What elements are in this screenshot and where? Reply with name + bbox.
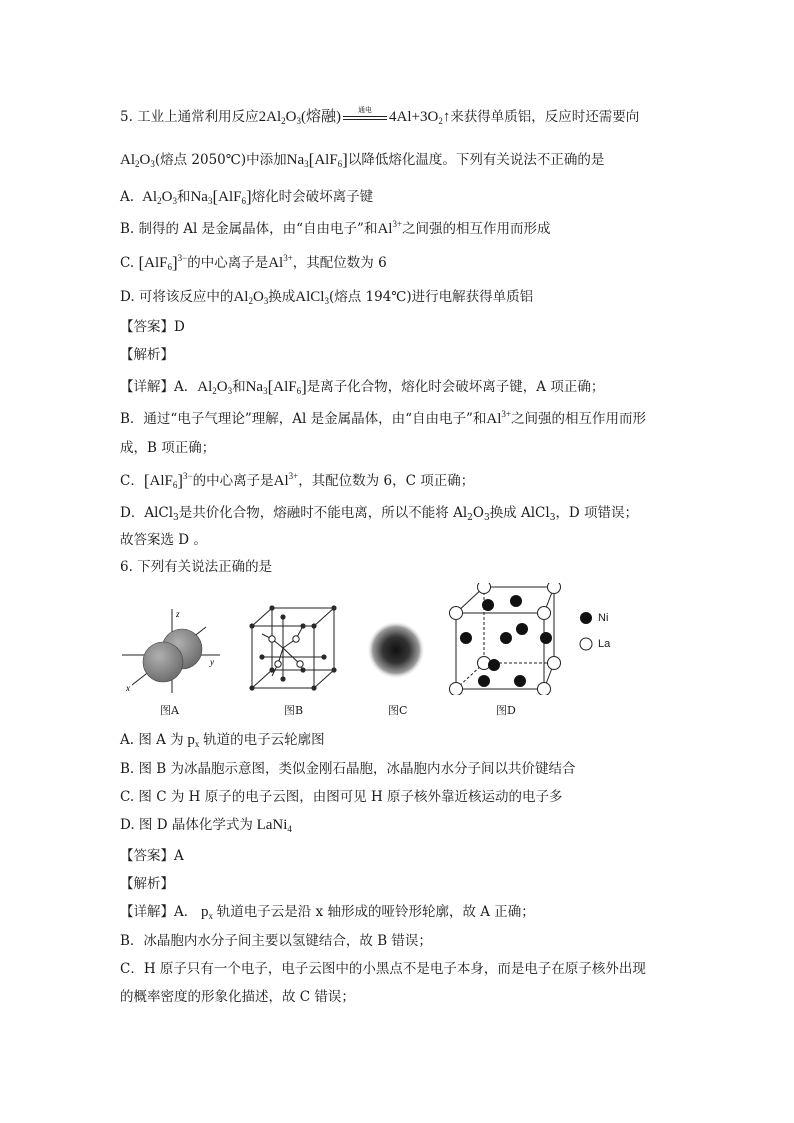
- q5-explain-c: C．$[AlF_6]^{3-}$的中心离子是$Al^{3+}$，其配位数为 6，C 项正确；: [120, 471, 475, 490]
- q5-analysis-heading: 【解析】: [120, 347, 174, 363]
- q5-explain-b-cont: 成，B 项正确；: [120, 440, 216, 456]
- q6-option-d: D. 图 D 晶体化学式为 LaNi$_4$: [120, 817, 292, 834]
- axis-label-x: x: [126, 683, 130, 693]
- legend-ni-dot-icon: [579, 611, 593, 625]
- q5-explain-d: D．AlCl$_3$是共价化合物，熔融时不能电离，所以不能将 $Al_2O_3$换成 AlCl$_3$，D 项错误；: [120, 505, 639, 523]
- figure-a-p-orbital: [120, 605, 225, 697]
- caption-figure-d: 图D: [496, 704, 516, 717]
- q5-option-c: C. $[AlF_6]^{3-}$的中心离子是$Al^{3+}$，其配位数为 6: [120, 253, 387, 272]
- q6-option-b: B. 图 B 为冰晶胞示意图，类似金刚石晶胞，冰晶胞内水分子间以共价键结合: [120, 761, 576, 777]
- figure-d-lani-cell: [446, 583, 562, 695]
- q5-conclusion: 故答案选 D 。: [120, 532, 207, 548]
- q6-explain-b: B．冰晶胞内水分子间主要以氢键结合，故 B 错误；: [120, 933, 432, 949]
- axis-label-z: z: [176, 609, 180, 619]
- caption-figure-c: 图C: [388, 704, 408, 717]
- legend-la-circle-icon: [579, 637, 593, 651]
- q5-answer: 【答案】D: [120, 319, 185, 335]
- q6-option-a: A. 图 A 为 $p_x$ 轨道的电子云轮廓图: [120, 732, 325, 749]
- q5-option-b: B. 制得的 Al 是金属晶体，由“自由电子”和$Al^{3+}$之间强的相互作用而形成: [120, 219, 551, 237]
- q5-reaction: $2Al_2O_3$(熔融) 通电 $4Al+3O_2↑$: [258, 105, 451, 126]
- legend-ni-label: Ni: [598, 612, 609, 624]
- q5-explain-a: 【详解】A．$Al_2O_3$和$Na_3[AlF_6]$是离子化合物，熔化时会破坏离子键，A 项正确；: [120, 377, 605, 396]
- q5-explain-b: B．通过“电子气理论”理解，Al 是金属晶体，由“自由电子”和$Al^{3+}$之间强的相互作用而形: [120, 409, 646, 427]
- cloud-dots: [367, 621, 425, 679]
- caption-figure-a: 图A: [160, 704, 179, 717]
- q6-option-c: C. 图 C 为 H 原子的电子云图，由图可见 H 原子核外靠近核运动的电子多: [120, 789, 563, 805]
- q6-analysis-heading: 【解析】: [120, 876, 174, 892]
- q5-option-a: A. $Al_2O_3$和$Na_3[AlF_6]$熔化时会破坏离子键: [120, 187, 374, 206]
- q6-stem: 6. 下列有关说法正确的是: [120, 559, 273, 575]
- q5-stem-line2: $Al_2O_3$(熔点 2050℃)中添加$Na_3[AlF_6]$以降低熔化温度。下列有关说法不正确的是: [120, 150, 605, 169]
- reaction-arrow-icon: 通电: [341, 109, 389, 127]
- figure-c-electron-cloud: [366, 620, 426, 680]
- q6-answer: 【答案】A: [120, 848, 184, 864]
- q6-explain-a: 【详解】A． $p_x$ 轨道电子云是沿 x 轴形成的哑铃形轮廓，故 A 正确；: [120, 904, 535, 921]
- orbital-lobe-front: [143, 642, 183, 682]
- caption-figure-b: 图B: [284, 704, 304, 717]
- legend-la-label: La: [598, 638, 611, 650]
- q5-option-d: D. 可将该反应中的$Al_2O_3$换成AlCl$_3$(熔点 194℃)进行电解获得单质铝: [120, 289, 534, 306]
- q6-explain-c: C．H 原子只有一个电子，电子云图中的小黑点不是电子本身，而是电子在原子核外出现: [120, 961, 646, 977]
- figure-b-ice-cell: [248, 604, 340, 692]
- q5-stem: 5. 工业上通常利用反应$2Al_2O_3$(熔融) 通电 $4Al+3O_2↑$来获得单质铝，反应时还需要向: [120, 105, 640, 126]
- q6-explain-c-cont: 的概率密度的形象化描述，故 C 错误；: [120, 989, 355, 1005]
- axis-label-y: y: [210, 657, 214, 667]
